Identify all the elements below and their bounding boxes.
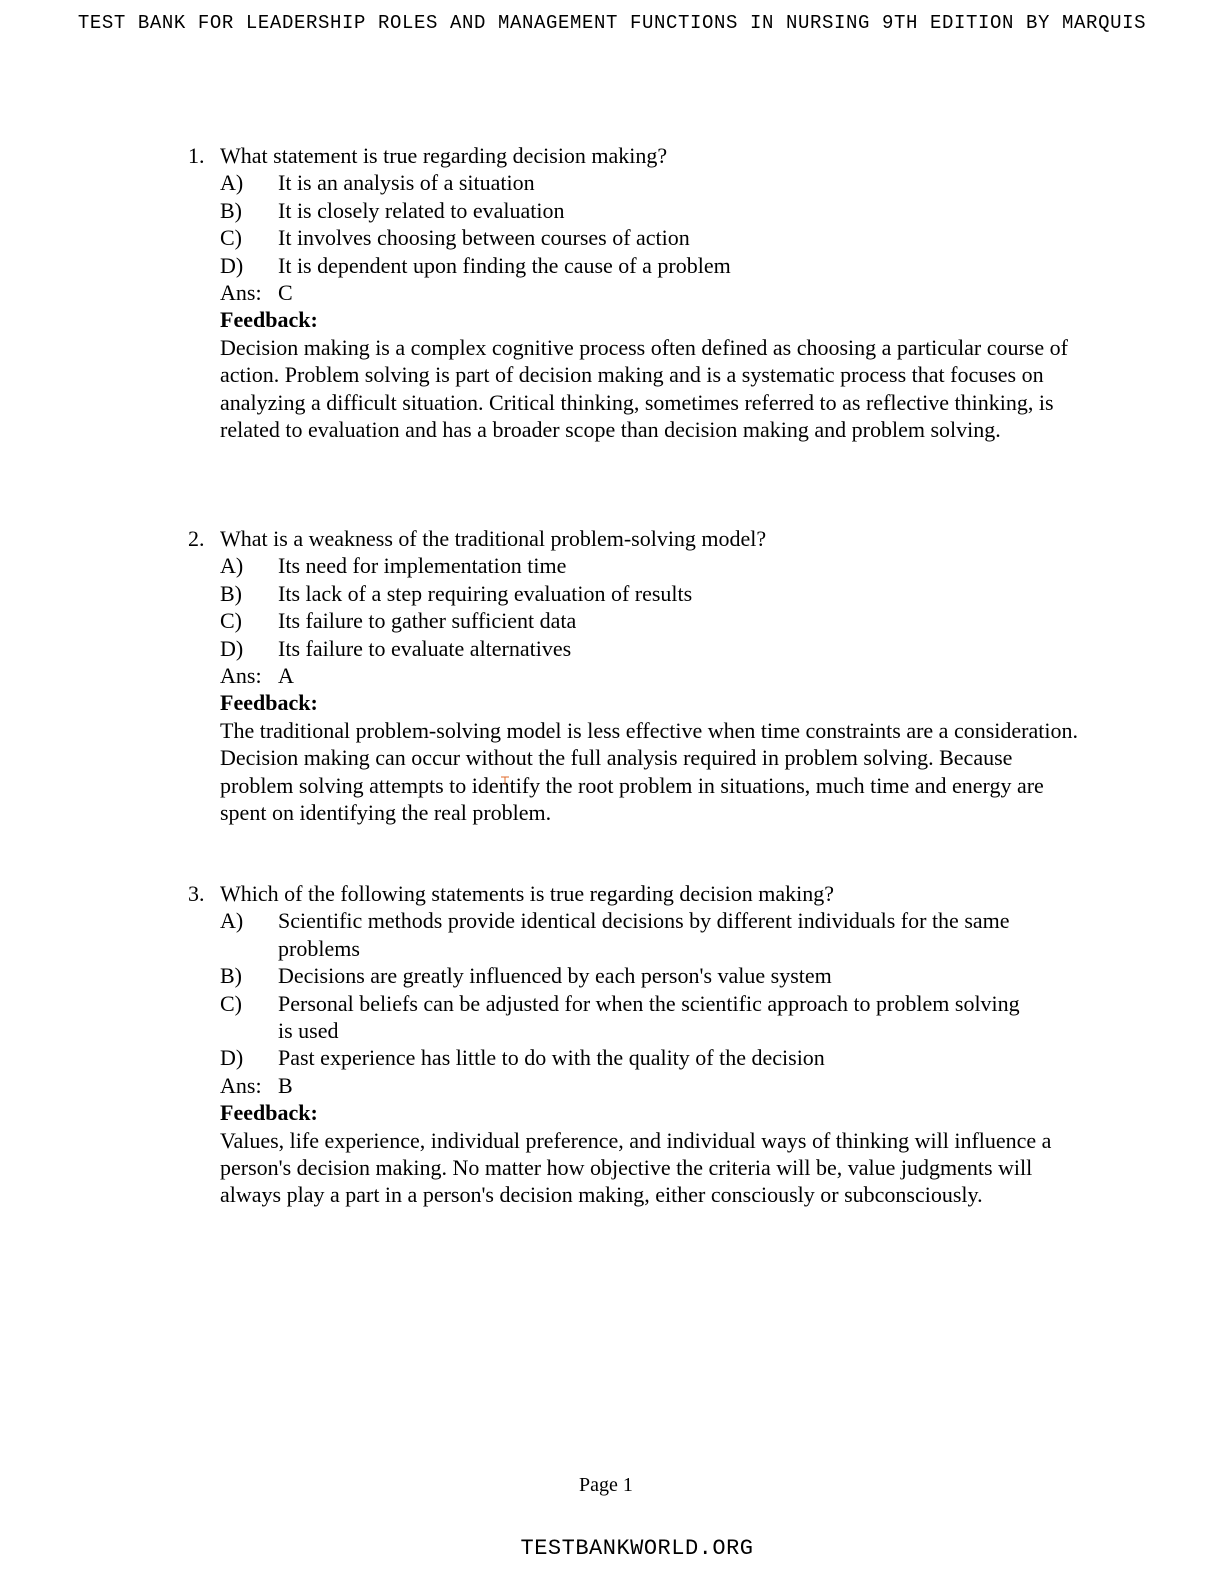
choice-letter: C) — [220, 225, 242, 251]
answer-line — [220, 1072, 1080, 1099]
choice-text: Past experience has little to do with the quality of the decision — [278, 1045, 825, 1071]
question-2 — [188, 525, 1080, 826]
choice-text: Scientific methods provide identical decisions by different individuals for the same problems — [278, 908, 1010, 961]
choice-letter: C) — [220, 990, 242, 1016]
choice-text: Its failure to gather sufficient data — [278, 608, 577, 634]
feedback-text: Values, life experience, individual preference, and individual ways of thinking will influence a person's decision making. No matter how objective the criteria will be, value judgments will always play a part in a person's decision making, either consciously or subconsciously. — [220, 1127, 1052, 1208]
choice-c — [220, 224, 1080, 251]
choice-text: Decisions are greatly influenced by each person's value system — [278, 963, 832, 989]
choice-a — [220, 552, 1080, 579]
feedback-text: Decision making is a complex cognitive process often defined as choosing a particular course of action. Problem solving is part of decision making and is a systematic process that focuses on analyzing a difficult situation. Critical thinking, sometimes referred to as reflective thinking, is related to evaluation and has a broader scope than decision making and problem solving. — [220, 334, 1068, 443]
choice-a — [220, 907, 1080, 962]
question-number: 3. — [188, 881, 205, 906]
answer-value: B — [278, 1072, 293, 1098]
choice-text: It is dependent upon finding the cause of a problem — [278, 252, 731, 278]
choice-letter: B) — [220, 580, 242, 606]
choice-letter: A) — [220, 553, 244, 579]
page-number: Page 1 — [579, 1474, 633, 1496]
choice-letter: D) — [220, 1045, 244, 1071]
answer-label: Ans: — [220, 280, 262, 306]
answer-value: C — [278, 280, 293, 306]
question-3 — [188, 880, 1080, 1209]
choice-text: Its lack of a step requiring evaluation of results — [278, 580, 693, 606]
choice-c — [220, 607, 1080, 634]
feedback-label: Feedback: — [220, 690, 318, 716]
choice-text: Personal beliefs can be adjusted for when the scientific approach to problem solving is used — [278, 990, 1020, 1044]
choice-text: Its need for implementation time — [278, 553, 567, 579]
choice-letter: A) — [220, 908, 244, 934]
choice-d — [220, 635, 1080, 662]
answer-label: Ans: — [220, 1072, 262, 1098]
choice-text: Its failure to evaluate alternatives — [278, 635, 572, 661]
choice-b — [220, 580, 1080, 607]
choice-letter: D) — [220, 635, 244, 661]
feedback-text: The traditional problem-solving model is less effective when time constraints are a consideration. Decision making can occur without the full analysis required in problem solving. Because problem solving attempts to identify the root problem in situations, much time and energy are spent on identifying the real problem. — [220, 717, 1078, 826]
answer-line — [220, 662, 1080, 689]
answer-value: A — [278, 663, 294, 689]
choice-text: It is closely related to evaluation — [278, 197, 565, 223]
answer-line — [220, 279, 1080, 306]
answer-label: Ans: — [220, 663, 262, 689]
question-text: Which of the following statements is true regarding decision making? — [220, 881, 835, 906]
question-body — [188, 552, 1080, 826]
text-cursor-icon — [500, 776, 510, 786]
document-header: TEST BANK FOR LEADERSHIP ROLES AND MANAGEMENT FUNCTIONS IN NURSING 9TH EDITION BY MARQUIS — [77, 12, 1147, 34]
choice-letter: B) — [220, 963, 242, 989]
choice-letter: C) — [220, 608, 242, 634]
question-text: What statement is true regarding decision making? — [220, 143, 668, 168]
question-1 — [188, 142, 1080, 443]
question-number: 2. — [188, 526, 205, 551]
choice-text: It involves choosing between courses of action — [278, 225, 690, 251]
choice-b — [220, 197, 1080, 224]
feedback-label: Feedback: — [220, 307, 318, 333]
choice-d — [220, 1044, 1080, 1071]
question-number: 1. — [188, 143, 205, 168]
choice-b — [220, 962, 1080, 989]
footer-site: TESTBANKWORLD.ORG — [520, 1536, 754, 1561]
choice-letter: B) — [220, 197, 242, 223]
question-body — [188, 169, 1080, 443]
question-stem — [188, 525, 1080, 552]
question-text: What is a weakness of the traditional problem-solving model? — [220, 526, 767, 551]
question-stem — [188, 880, 1080, 907]
question-body — [188, 907, 1080, 1208]
choice-letter: D) — [220, 252, 244, 278]
choice-letter: A) — [220, 170, 244, 196]
choice-c — [220, 990, 1080, 1045]
choice-text: It is an analysis of a situation — [278, 170, 535, 196]
choice-d — [220, 252, 1080, 279]
feedback-label: Feedback: — [220, 1100, 318, 1126]
question-stem — [188, 142, 1080, 169]
choice-a — [220, 169, 1080, 196]
